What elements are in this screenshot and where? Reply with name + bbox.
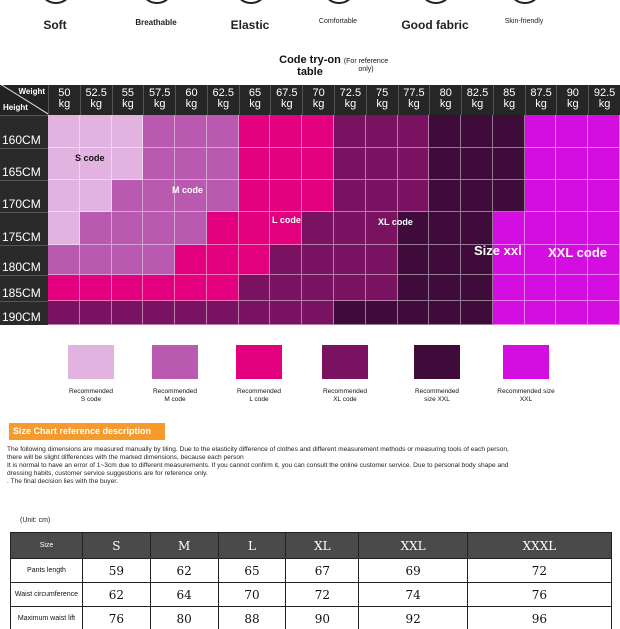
weight-value: 72.5: [339, 87, 362, 99]
legend-swatch: [414, 345, 460, 379]
feature-label: Comfortable: [318, 18, 358, 25]
grid-cell: [588, 301, 620, 325]
grid-cell: [239, 212, 271, 245]
grid-cell: [270, 245, 302, 275]
size-header-label: Size: [11, 533, 83, 559]
size-column-header: M: [150, 533, 218, 559]
grid-cell: [112, 275, 144, 301]
grid-cell: [334, 245, 366, 275]
measurement-value: 72: [286, 583, 359, 607]
weight-unit: kg: [122, 98, 134, 110]
weight-unit: kg: [185, 98, 198, 110]
weight-unit: kg: [598, 98, 611, 110]
grid-cell: [48, 115, 80, 148]
weight-header: [112, 85, 144, 115]
measurement-value: 90: [286, 607, 359, 629]
legend-caption-line1: Recommended: [414, 388, 460, 395]
grid-cell: [493, 115, 525, 148]
grid-cell: [143, 245, 175, 275]
grid-cell: [80, 245, 112, 275]
unit-label: (Unit: cm): [20, 517, 51, 524]
grid-cell: [207, 115, 239, 148]
grid-cell: [302, 212, 334, 245]
weight-unit: kg: [471, 98, 484, 110]
grid-cell: [80, 180, 112, 212]
weight-unit: kg: [503, 98, 516, 110]
weight-unit: kg: [344, 98, 357, 110]
grid-cell: [398, 180, 430, 212]
grid-cell: [556, 180, 588, 212]
measurement-value: 62: [83, 583, 151, 607]
height-header: [0, 245, 48, 275]
grid-cell: [461, 212, 493, 245]
weight-value: 80: [439, 87, 452, 99]
grid-cell: [239, 115, 271, 148]
grid-cell: [112, 301, 144, 325]
grid-cell: [525, 180, 557, 212]
legend-caption-line2: M code: [164, 396, 186, 403]
size-table: [10, 532, 612, 629]
grid-cell: [175, 245, 207, 275]
grid-cell: [588, 115, 620, 148]
weight-value: 50: [58, 87, 71, 99]
grid-cell: [239, 180, 271, 212]
weight-header: [334, 85, 366, 115]
size-column-header: XL: [286, 533, 359, 559]
grid-cell: [461, 115, 493, 148]
feature-label: Breathable: [135, 18, 177, 27]
grid-cell: [80, 301, 112, 325]
grid-cell: [143, 148, 175, 180]
description-line: dressing habits, customer service suggestions are for reference only.: [7, 469, 208, 477]
grid-cell: [270, 301, 302, 325]
grid-cell: [270, 115, 302, 148]
weight-value: 52.5: [85, 87, 107, 99]
grid-cell: [556, 115, 588, 148]
feature-breathable-icon: [140, 0, 174, 4]
grid-cell: [48, 180, 80, 212]
weight-value: 62.5: [212, 87, 234, 99]
grid-cell: [461, 301, 493, 325]
grid-cell: [334, 301, 366, 325]
weight-header: [493, 85, 525, 115]
measurement-value: 65: [218, 559, 286, 583]
grid-cell: [429, 115, 461, 148]
grid-cell: [556, 301, 588, 325]
grid-cell: [270, 148, 302, 180]
weight-header: [175, 85, 207, 115]
grid-cell: [525, 148, 557, 180]
grid-cell: [398, 148, 430, 180]
weight-value: 77.5: [403, 87, 425, 99]
weight-header: [48, 85, 80, 115]
measurement-value: 74: [359, 583, 468, 607]
grid-cell: [175, 275, 207, 301]
tryon-title: Code try-on table: [279, 54, 341, 78]
height-header: [0, 301, 48, 325]
legend-caption-line1: Recommended: [236, 388, 282, 395]
weight-unit: kg: [535, 98, 547, 110]
grid-cell: [429, 301, 461, 325]
size-column-header: L: [218, 533, 286, 559]
grid-cell: [429, 212, 461, 245]
grid-cell: [112, 180, 144, 212]
measurement-label: Maximum waist lift: [11, 607, 83, 629]
grid-cell: [429, 180, 461, 212]
grid-cell: [207, 148, 239, 180]
weight-unit: kg: [217, 98, 230, 110]
recommended-legend: [0, 345, 620, 405]
grid-cell: [48, 245, 80, 275]
feature-comfortable-icon: [322, 0, 356, 4]
grid-cell: [366, 275, 398, 301]
weight-unit: kg: [439, 98, 452, 110]
grid-cell: [143, 212, 175, 245]
table-row: [11, 607, 612, 629]
feature-label: Skin-friendly: [504, 18, 544, 25]
legend-caption-line2: L code: [249, 396, 269, 403]
grid-cell: [175, 148, 207, 180]
height-value: 185CM: [2, 286, 41, 300]
weight-value: 65: [248, 87, 262, 99]
legend-caption: [295, 388, 395, 404]
grid-cell: [143, 301, 175, 325]
grid-cell: [175, 212, 207, 245]
grid-cell: [588, 212, 620, 245]
grid-cell: [143, 115, 175, 148]
feature-label: Elastic: [230, 18, 270, 32]
measurement-value: 92: [359, 607, 468, 629]
grid-cell: [112, 245, 144, 275]
height-value: 180CM: [2, 260, 41, 274]
grid-cell: [112, 115, 144, 148]
measurement-value: 72: [467, 559, 611, 583]
grid-cell: [239, 275, 271, 301]
legend-swatch: [152, 345, 198, 379]
reference-description: [7, 446, 611, 486]
height-header: [0, 115, 48, 148]
grid-cell: [334, 148, 366, 180]
grid-cell: [461, 275, 493, 301]
grid-cell: [525, 275, 557, 301]
grid-cell: [493, 212, 525, 245]
grid-cell: [366, 180, 398, 212]
grid-cell: [525, 115, 557, 148]
measurement-label: Waist circumference: [11, 583, 83, 607]
measurement-value: 67: [286, 559, 359, 583]
height-value: 170CM: [2, 197, 41, 211]
grid-cell: [334, 212, 366, 245]
grid-cell: [207, 301, 239, 325]
grid-cell: [302, 115, 334, 148]
grid-cell: [525, 212, 557, 245]
grid-cell: [461, 148, 493, 180]
grid-cell: [556, 212, 588, 245]
weight-value: 85: [503, 87, 516, 99]
feature-elastic-icon: [234, 0, 268, 4]
height-header: [0, 275, 48, 301]
legend-caption-line1: Recommended: [322, 388, 368, 395]
grid-cell: [398, 301, 430, 325]
grid-cell: [429, 275, 461, 301]
measurement-value: 96: [467, 607, 611, 629]
zone-label: S code: [75, 153, 105, 163]
measurement-value: 64: [150, 583, 218, 607]
measurement-value: 88: [218, 607, 286, 629]
grid-cell: [80, 275, 112, 301]
grid-cell: [207, 245, 239, 275]
legend-swatch: [68, 345, 114, 379]
weight-value: 75: [376, 87, 389, 99]
legend-caption: [476, 388, 576, 404]
zone-label: M code: [172, 185, 204, 195]
grid-cell: [175, 115, 207, 148]
weight-header: [80, 85, 112, 115]
zone-label: XL code: [378, 217, 413, 227]
grid-cell: [334, 115, 366, 148]
feature-label: Soft: [43, 18, 67, 32]
grid-cell: [175, 301, 207, 325]
weight-header: [429, 85, 461, 115]
weight-header: [398, 85, 430, 115]
grid-cell: [398, 245, 430, 275]
weight-header: [302, 85, 334, 115]
weight-value: 60: [185, 87, 198, 99]
weight-value: 57.5: [149, 87, 171, 99]
description-line: there will be slight differences with the marked dimensions, because each person: [7, 453, 244, 461]
height-value: 190CM: [2, 310, 41, 324]
grid-cell: [239, 148, 271, 180]
weight-header: [366, 85, 398, 115]
table-row: [11, 583, 612, 607]
measurement-value: 62: [150, 559, 218, 583]
legend-caption: [387, 388, 487, 404]
grid-cell: [398, 275, 430, 301]
weight-value: 55: [121, 87, 135, 99]
weight-value: 90: [566, 87, 579, 99]
legend-caption-line2: XL code: [333, 396, 357, 403]
grid-cell: [302, 148, 334, 180]
measurement-value: 59: [83, 559, 151, 583]
grid-cell: [334, 180, 366, 212]
weight-header: [207, 85, 239, 115]
legend-caption-line2: XXL: [519, 396, 533, 403]
grid-cell: [48, 301, 80, 325]
measurement-value: 80: [150, 607, 218, 629]
grid-cell: [143, 180, 175, 212]
legend-swatch: [322, 345, 368, 379]
weight-unit: kg: [567, 98, 579, 110]
grid-cell: [239, 245, 271, 275]
grid-cell: [429, 148, 461, 180]
weight-header: [461, 85, 493, 115]
zone-label: XXL code: [548, 245, 608, 260]
grid-cell: [398, 115, 430, 148]
weight-header: [239, 85, 271, 115]
grid-cell: [207, 180, 239, 212]
grid-cell: [366, 148, 398, 180]
grid-cell: [588, 275, 620, 301]
grid-cell: [493, 275, 525, 301]
grid-corner-header: [0, 85, 48, 115]
weight-value: 70: [312, 87, 325, 99]
grid-cell: [270, 275, 302, 301]
weight-unit: kg: [408, 98, 420, 110]
grid-cell: [429, 245, 461, 275]
grid-cell: [302, 301, 334, 325]
height-value: 165CM: [2, 165, 41, 179]
size-table-header-row: [11, 533, 612, 559]
zone-label: L code: [272, 215, 301, 225]
grid-cell: [493, 180, 525, 212]
legend-caption-line1: Recommended: [68, 388, 114, 395]
weight-value: 92.5: [593, 87, 616, 99]
weight-unit: kg: [90, 98, 102, 110]
grid-cell: [588, 148, 620, 180]
grid-cell: [461, 180, 493, 212]
measurement-label: Pants length: [11, 559, 83, 583]
grid-cell: [493, 148, 525, 180]
grid-cell: [302, 245, 334, 275]
corner-height-label: Height: [3, 103, 28, 112]
weight-header: [143, 85, 175, 115]
grid-cell: [556, 275, 588, 301]
legend-caption: [209, 388, 309, 404]
grid-cell: [302, 275, 334, 301]
table-row: [11, 559, 612, 583]
weight-unit: kg: [376, 98, 388, 110]
size-column-header: XXXL: [467, 533, 611, 559]
feature-soft-icon: [39, 0, 73, 4]
measurement-value: 76: [467, 583, 611, 607]
grid-cell: [112, 212, 144, 245]
grid-cell: [80, 115, 112, 148]
grid-cell: [525, 301, 557, 325]
weight-unit: kg: [249, 98, 261, 110]
grid-cell: [334, 275, 366, 301]
measurement-value: 76: [83, 607, 151, 629]
grid-cell: [366, 115, 398, 148]
feature-skin-friendly-icon: [508, 0, 542, 4]
height-value: 175CM: [2, 230, 41, 244]
weight-header: [588, 85, 620, 115]
grid-cell: [48, 275, 80, 301]
legend-swatch: [503, 345, 549, 379]
legend-caption-line2: size XXL: [424, 396, 450, 403]
height-value: 160CM: [2, 133, 41, 147]
description-line: . The final decision lies with the buyer.: [7, 477, 118, 485]
grid-cell: [112, 148, 144, 180]
measurement-value: 70: [218, 583, 286, 607]
weight-unit: kg: [281, 98, 293, 110]
grid-cell: [302, 180, 334, 212]
zone-label: Size xxl: [474, 243, 522, 258]
weight-value: 87.5: [530, 87, 552, 99]
feature-good-fabric-icon: [419, 0, 453, 4]
legend-swatch: [236, 345, 282, 379]
legend-caption-line2: S code: [80, 396, 102, 403]
grid-cell: [556, 148, 588, 180]
weight-unit: kg: [153, 98, 166, 110]
legend-caption-line1: Recommended: [152, 388, 198, 395]
size-column-header: XXL: [359, 533, 468, 559]
grid-cell: [207, 212, 239, 245]
weight-header: [556, 85, 588, 115]
reference-title: Size Chart reference description: [9, 423, 165, 440]
grid-cell: [588, 180, 620, 212]
grid-cell: [207, 275, 239, 301]
grid-cell: [493, 301, 525, 325]
legend-caption-line1: Recommended size: [497, 388, 555, 395]
height-header: [0, 180, 48, 212]
grid-cell: [239, 301, 271, 325]
description-line: The following dimensions are measured manually by tiling. Due to the elasticity difference of clothes and different measurement methods or measuring tools of each person,: [7, 446, 509, 453]
height-header: [0, 148, 48, 180]
tryon-title-note: (For reference only): [343, 58, 389, 73]
weight-unit: kg: [312, 98, 325, 110]
size-column-header: S: [83, 533, 151, 559]
weight-header: [525, 85, 557, 115]
height-header: [0, 212, 48, 245]
measurement-value: 69: [359, 559, 468, 583]
feature-label: Good fabric: [401, 18, 469, 32]
weight-value: 67.5: [276, 87, 298, 99]
grid-cell: [80, 212, 112, 245]
grid-cell: [270, 180, 302, 212]
grid-cell: [48, 212, 80, 245]
grid-cell: [143, 275, 175, 301]
weight-header: [270, 85, 302, 115]
weight-unit: kg: [58, 98, 71, 110]
grid-cell: [366, 301, 398, 325]
grid-cell: [366, 245, 398, 275]
corner-weight-label: Weight: [18, 87, 45, 96]
description-line: It is normal to have an error of 1~3cm due to different measurements. If you cannot confirm it, you can consult the online customer service. Due to personal body shape and: [7, 461, 509, 469]
weight-value: 82.5: [466, 87, 489, 99]
feature-strip: [0, 0, 620, 40]
